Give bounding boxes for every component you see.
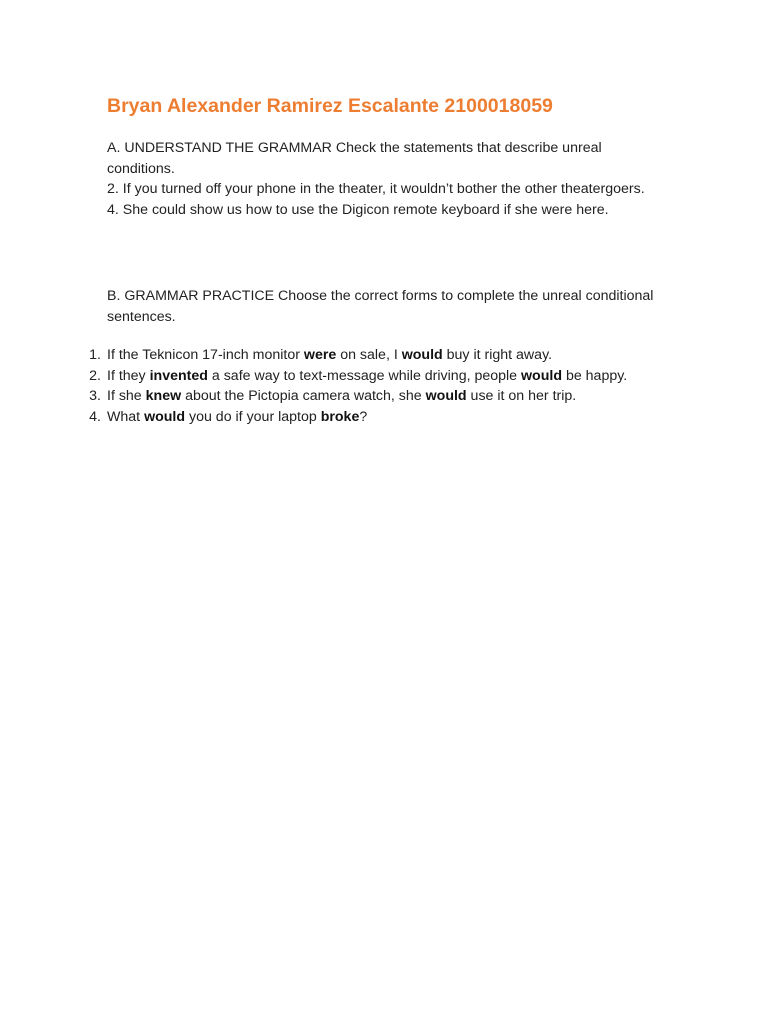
section-a-line-4: 4. She could show us how to use the Digicon remote keyboard if she were here. <box>107 202 609 219</box>
list-item <box>89 386 707 407</box>
section-a-heading: A. UNDERSTAND THE GRAMMAR Check the statements that describe unreal conditions. <box>107 140 602 177</box>
list-item-number: 3 . <box>83 386 101 407</box>
sentence-text: on sale, I <box>336 347 402 363</box>
section-a <box>107 138 667 221</box>
section-b <box>107 286 667 327</box>
answer-word: invented <box>149 367 208 384</box>
list-item-number: 2 . <box>83 366 101 387</box>
answer-word: would <box>144 409 186 426</box>
sentence-text: you do if your laptop <box>185 409 321 426</box>
sentence-text: If she <box>107 388 146 405</box>
practice-list <box>89 345 707 428</box>
answer-word: would <box>425 388 467 405</box>
answer-word: would <box>521 367 562 384</box>
sentence-text: use it on her trip. <box>466 388 577 405</box>
section-a-line-2: 2. If you turned off your phone in the theater, it wouldn’t bother the other theatergoers. <box>107 181 645 198</box>
list-item <box>89 407 707 428</box>
list-item-number: 4 . <box>83 407 101 428</box>
document-title: Bryan Alexander Ramirez Escalante 2100018059 <box>107 95 553 117</box>
list-item <box>89 345 707 366</box>
list-item <box>89 366 707 387</box>
list-item-number: 1 . <box>83 345 101 366</box>
sentence-text: about the Pictopia camera watch, she <box>181 388 426 405</box>
answer-word: would <box>401 347 443 363</box>
sentence-text: If they <box>107 367 150 384</box>
sentence-text: buy it right away. <box>442 347 553 363</box>
answer-word: broke <box>320 409 360 426</box>
sentence-text: be happy. <box>562 367 628 384</box>
sentence-text: a safe way to text-message while driving, people <box>207 367 522 384</box>
sentence-text: What <box>107 409 145 426</box>
answer-word: were <box>303 347 337 363</box>
sentence-text: ? <box>359 409 368 426</box>
sentence-text: If the Teknicon 17-inch monitor <box>107 347 304 363</box>
section-b-heading: B. GRAMMAR PRACTICE Choose the correct forms to complete the unreal conditional sentences. <box>107 288 654 325</box>
answer-word: knew <box>145 388 182 405</box>
